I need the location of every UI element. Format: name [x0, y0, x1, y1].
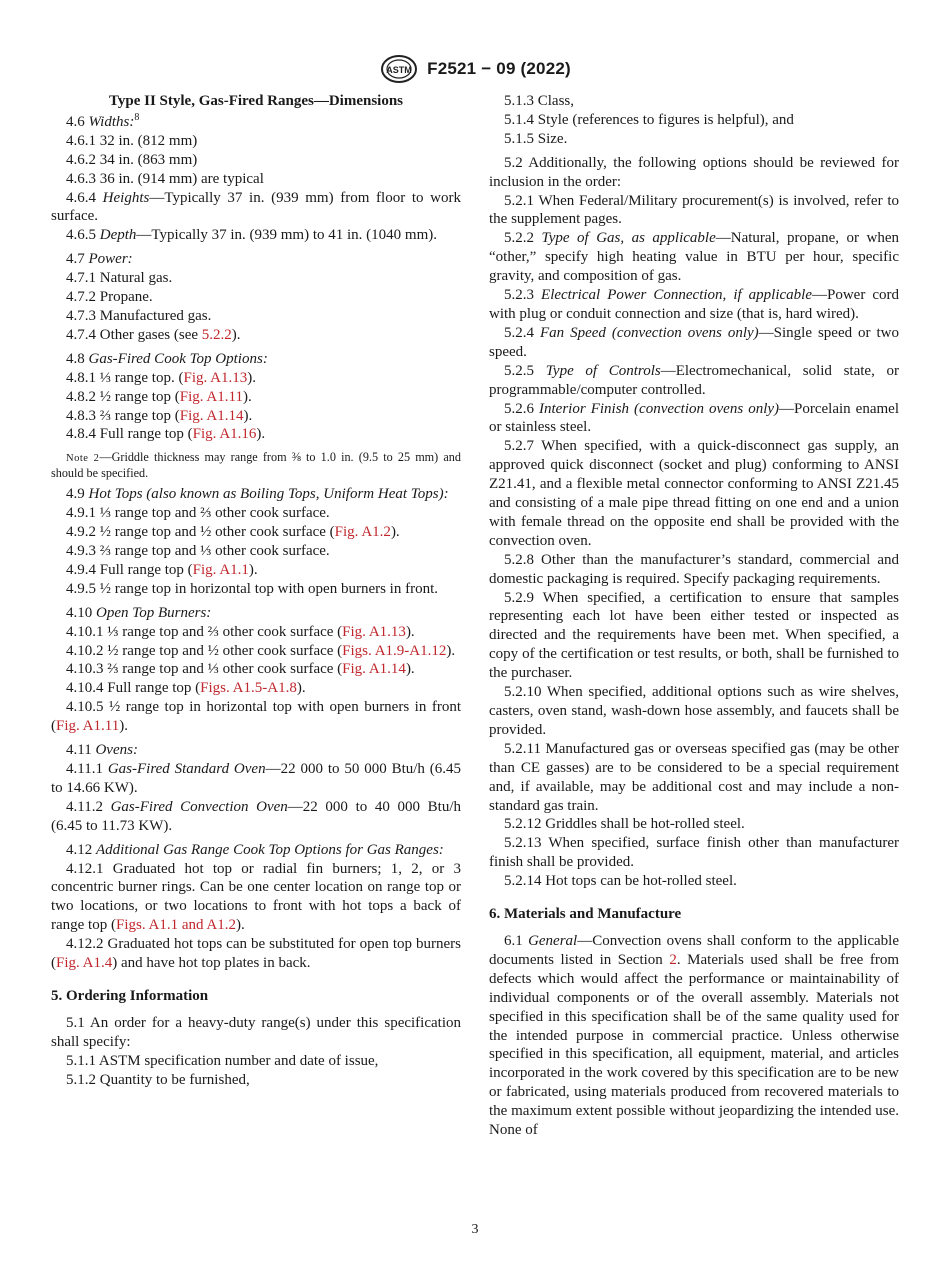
paragraph: 5.2.8 Other than the manufacturer’s standard, commercial and domestic packaging is required. Specify packaging requirements. — [489, 551, 899, 587]
cross-ref-link[interactable]: 5.2.2 — [201, 326, 232, 343]
note: Note 2—Griddle thickness may range from ⅜ to 1.0 in. (9.5 to 25 mm) and should be specified. — [51, 450, 461, 481]
left-column — [51, 92, 461, 1090]
paragraph: 4.7 Power: — [66, 251, 133, 268]
paragraph: 5.2.3 Electrical Power Connection, if applicable—Power cord with plug or conduit connection and size (that is, hard wired). — [489, 287, 900, 322]
figure-link[interactable]: Figs. A1.9-A1.12 — [342, 642, 447, 659]
paragraph: 5.2.10 When specified, additional options such as wire shelves, casters, oven stand, wash-down hose assembly, and faucets shall be provided. — [489, 684, 899, 738]
paragraph: 4.6.1 32 in. (812 mm) — [66, 132, 198, 149]
figure-link[interactable]: Fig. A1.11 — [56, 718, 120, 735]
paragraph: 5.2.2 Type of Gas, as applicable—Natural, propane, or when “other,” specify high heating value in BTU per hour, specific gravity, and composition of gas. — [489, 230, 899, 285]
paragraph: 4.6 Widths:$^8$ — [66, 111, 140, 130]
paragraph: 4.9 Hot Tops (also known as Boiling Tops, Uniform Heat Tops): — [66, 486, 449, 503]
paragraph: 5.2.7 When specified, with a quick-disconnect gas supply, an approved quick disconnect (socket and plug) conforming to ANSI Z21.41, and a flexible metal connector conforming to ANSI Z21.45 and consisting of a male pipe thread fitting on one end and a union with female thread on the opposite end shall be provided with the convection oven. — [489, 438, 899, 549]
paragraph: 4.9.3 ⅔ range top and ⅓ other cook surface. — [66, 543, 330, 560]
paragraph: 4.8 Gas-Fired Cook Top Options: — [66, 350, 268, 367]
paragraph: 6.1 General—Convection ovens shall conform to the applicable documents listed in Section 2. Materials used shall be free from defects which would affect the performance or maintainability of individual components or of the overall assembly. Materials not specified in this specification shall be of the same quality used for the intended purpose in commercial practice. Unless otherwise specified in this specification, all equipment, material, and articles incorporated in the work covered by this specification are to be new or fabricated, using materials produced from recovered materials to the maximum extent possible without jeopardizing the intended use. None of — [489, 932, 900, 1139]
paragraph: 4.6.5 Depth—Typically 37 in. (939 mm) to 41 in. (1040 mm). — [66, 227, 438, 244]
figure-link[interactable]: Figs. A1.1 and A1.2 — [115, 917, 236, 934]
figure-link[interactable]: Fig. A1.2 — [334, 524, 391, 541]
paragraph: 4.10.1 ⅓ range top and ⅔ other cook surface (Fig. A1.13). — [66, 623, 415, 640]
svg-text:ASTM: ASTM — [386, 65, 412, 75]
paragraph: 5.1.1 ASTM specification number and date of issue, — [66, 1052, 379, 1069]
section-heading: 6. Materials and Manufacture — [489, 906, 682, 923]
cross-ref-link[interactable]: 2 — [669, 951, 677, 968]
paragraph: 4.10.3 ⅔ range top and ⅓ other cook surface (Fig. A1.14). — [66, 661, 415, 678]
right-column — [489, 92, 899, 1140]
paragraph: 4.7.1 Natural gas. — [66, 270, 173, 287]
paragraph: 4.10.2 ½ range top and ½ other cook surface (Figs. A1.9-A1.12). — [66, 642, 456, 659]
paragraph: 4.9.5 ½ range top in horizontal top with open burners in front. — [66, 580, 439, 597]
paragraph: 4.8.3 ⅔ range top (Fig. A1.14). — [66, 407, 253, 424]
paragraph: 4.9.1 ⅓ range top and ⅔ other cook surface. — [66, 505, 330, 522]
paragraph: 4.8.4 Full range top (Fig. A1.16). — [66, 426, 266, 443]
paragraph: 4.7.2 Propane. — [66, 289, 153, 306]
figure-link[interactable]: Fig. A1.14 — [342, 661, 406, 678]
figure-link[interactable]: Fig. A1.14 — [179, 407, 244, 424]
paragraph: 4.9.2 ½ range top and ½ other cook surface (Fig. A1.2). — [66, 524, 400, 541]
paragraph: 4.10.4 Full range top (Figs. A1.5-A1.8). — [66, 680, 306, 697]
paragraph: 4.6.3 36 in. (914 mm) are typical — [66, 170, 264, 187]
paragraph: 4.9.4 Full range top (Fig. A1.1). — [66, 561, 258, 578]
paragraph: 5.2 Additionally, the following options should be reviewed for inclusion in the order: — [489, 154, 899, 190]
paragraph: 4.12.2 Graduated hot tops can be substituted for open top burners (Fig. A1.4) and have hot top plates in back. — [51, 936, 461, 972]
paragraph: 4.7.3 Manufactured gas. — [66, 307, 212, 324]
paragraph: 5.2.12 Griddles shall be hot-rolled steel. — [504, 816, 745, 833]
paragraph: 5.2.6 Interior Finish (convection ovens only)—Porcelain enamel or stainless steel. — [489, 400, 899, 436]
footnote-ref: 8 — [134, 111, 140, 123]
figure-link[interactable]: Fig. A1.13 — [342, 623, 406, 640]
paragraph: 5.1.4 Style (references to figures is helpful), and — [504, 111, 794, 128]
paragraph: 5.1 An order for a heavy-duty range(s) under this specification shall specify: — [51, 1014, 461, 1050]
astm-logo — [379, 54, 419, 84]
paragraph: 4.12.1 Graduated hot top or radial fin burners; 1, 2, or 3 concentric burner rings. Can be one center location on range top or two locations, or two locations to front with hot tops a back of range top (Figs. A1.1 and A1.2). — [51, 860, 461, 934]
paragraph: 5.2.4 Fan Speed (convection ovens only)—Single speed or two speed. — [489, 324, 900, 360]
paragraph: 5.1.5 Size. — [504, 130, 568, 147]
paragraph: 4.10 Open Top Burners: — [66, 604, 212, 621]
figure-link[interactable]: Fig. A1.1 — [192, 561, 249, 578]
figure-link[interactable]: Figs. A1.5-A1.8 — [200, 680, 297, 697]
paragraph: 5.2.1 When Federal/Military procurement(s) is involved, refer to the supplement pages. — [489, 192, 899, 228]
paragraph: 5.2.9 When specified, a certification to ensure that samples representing each lot have been either tested or inspected as directed and the requirements have been met. When specified, a copy of the certification or test results, or both, shall be furnished to the purchaser. — [489, 589, 899, 682]
paragraph: 4.6.2 34 in. (863 mm) — [66, 151, 198, 168]
figure-link[interactable]: Fig. A1.13 — [183, 369, 248, 386]
figure-link[interactable]: Fig. A1.4 — [56, 955, 113, 972]
paragraph: 4.11.2 Gas-Fired Convection Oven—22 000 to 40 000 Btu/h (6.45 to 11.73 KW). — [51, 798, 461, 834]
page-number: 3 — [471, 1222, 479, 1237]
paragraph: 4.8.1 ⅓ range top. (Fig. A1.13). — [66, 369, 256, 386]
paragraph: 5.2.5 Type of Controls—Electromechanical, solid state, or programmable/computer controlled. — [489, 362, 900, 398]
document-id: F2521 − 09 (2022) — [427, 59, 571, 78]
paragraph: 5.2.13 When specified, surface finish other than manufacturer finish shall be provided. — [489, 835, 899, 871]
section-heading: Type II Style, Gas-Fired Ranges—Dimensions — [108, 93, 404, 109]
paragraph: 4.6.4 Heights—Typically 37 in. (939 mm) from floor to work surface. — [51, 189, 461, 225]
paragraph: 4.7.4 Other gases (see 5.2.2). — [66, 326, 241, 343]
paragraph: 4.11.1 Gas-Fired Standard Oven—22 000 to 50 000 Btu/h (6.45 to 14.66 KW). — [51, 761, 462, 796]
paragraph: 5.1.3 Class, — [504, 93, 575, 109]
paragraph: 4.8.2 ½ range top (Fig. A1.11). — [66, 388, 252, 405]
section-heading: 5. Ordering Information — [51, 987, 209, 1004]
paragraph: 5.2.14 Hot tops can be hot-rolled steel. — [504, 873, 737, 890]
paragraph: 4.11 Ovens: — [66, 742, 138, 759]
page-header — [0, 50, 950, 88]
figure-link[interactable]: Fig. A1.16 — [192, 426, 257, 443]
paragraph: 4.12 Additional Gas Range Cook Top Options for Gas Ranges: — [66, 841, 444, 858]
paragraph: 4.10.5 ½ range top in horizontal top with open burners in front (Fig. A1.11). — [51, 699, 461, 735]
paragraph: 5.1.2 Quantity to be furnished, — [66, 1071, 250, 1088]
paragraph: 5.2.11 Manufactured gas or overseas specified gas (may be other than CE gasses) are to be considered to be a special requirement and, if available, may be additional cost and may include a non-standard gas train. — [489, 740, 899, 814]
figure-link[interactable]: Fig. A1.11 — [179, 388, 243, 405]
